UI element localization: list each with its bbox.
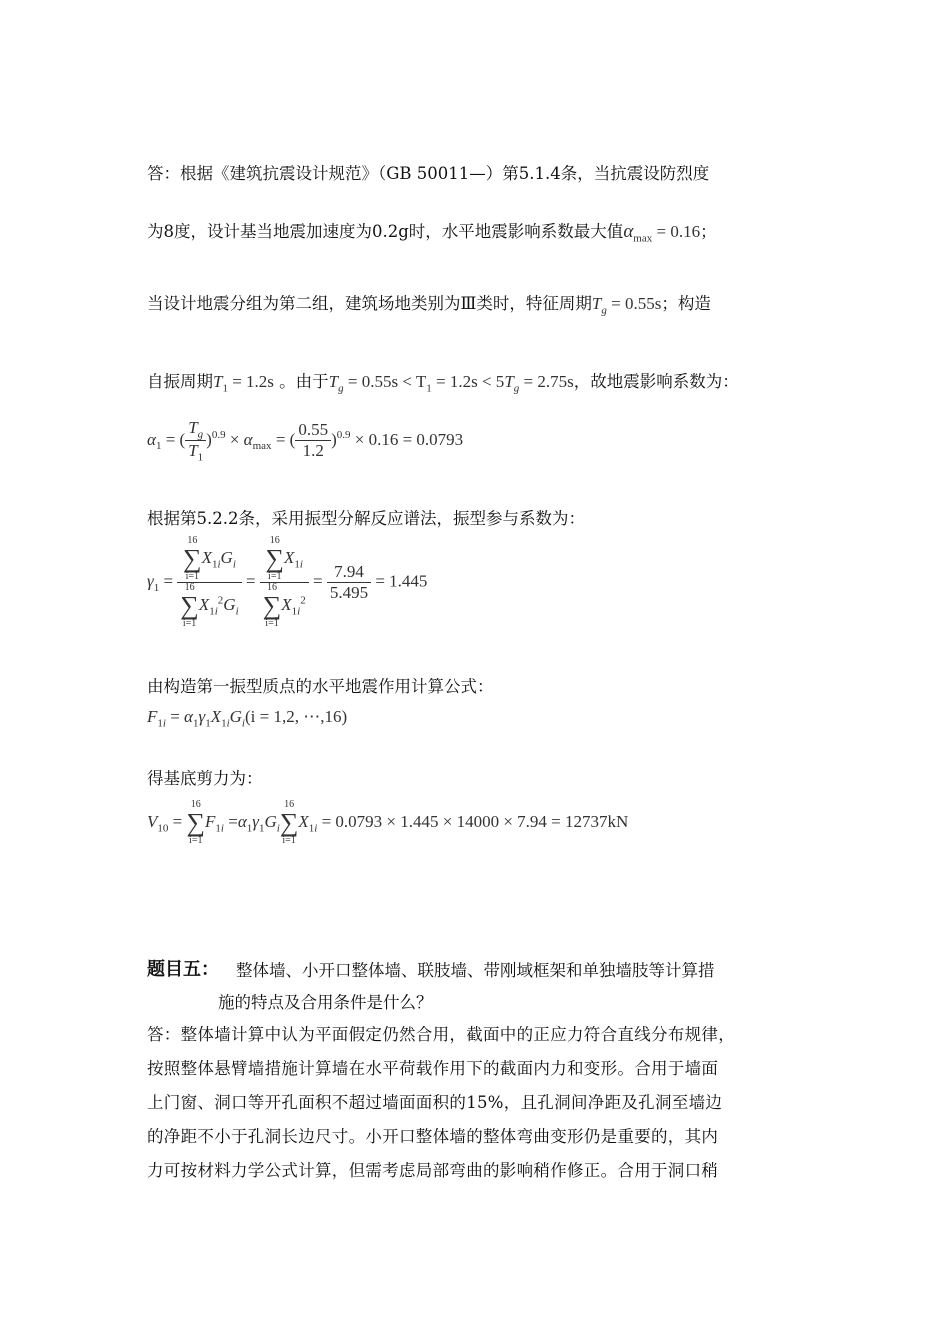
gamma-num: 7.94 bbox=[327, 562, 371, 583]
ineq-part1: = 0.55s < T bbox=[347, 372, 427, 391]
alpha-max-value: = 0.16 bbox=[656, 222, 701, 241]
question5-text-line1: 整体墙、小开口整体墙、联肢墙、带刚域框架和单独墙肢等计算措 bbox=[236, 961, 715, 980]
gamma-formula: $\gamma_1$ = 16 ∑ i=1 $X_{1i}G_i$ 16 ∑ i=1 $X_{1i}^2G_i$ = 16 ∑ i=1 $X_{1i}$ 16 ∑ i=1 $X_{1i}^2$ = $\frac{7.94}{5.495}$ = 1.445 bbox=[147, 535, 428, 629]
t1-formula: $T_1 = 1.2s$ bbox=[213, 372, 274, 395]
answer1-line7: 得基底剪力为： bbox=[147, 769, 263, 788]
gamma-den: 5.495 bbox=[329, 583, 369, 602]
gamma-value: = 1.445 bbox=[375, 571, 428, 591]
ineq-part2: = 1.2s < 5 bbox=[436, 372, 505, 391]
answer1-line2-end: ； bbox=[700, 222, 717, 241]
question5-text-line2: 施的特点及合用条件是什么？ bbox=[218, 993, 433, 1012]
force-formula-tail: (i = 1,2, ⋯,16) bbox=[244, 707, 348, 726]
answer1-line6: 由构造第一振型质点的水平地震作用计算公式： bbox=[147, 677, 494, 696]
shear-formula-tail: = 0.0793 × 1.445 × 14000 × 7.94 = 12737kN bbox=[321, 811, 629, 831]
question5-label: 题目五： bbox=[147, 959, 219, 980]
ineq-part3: = 2.75s bbox=[523, 372, 574, 391]
period-inequality: $T_g = 0.55s < T_1 = 1.2s < 5T_g = 2.75s$ bbox=[328, 372, 574, 395]
shear-formula: $V_{10}$ = 16 ∑ i=1 $F_{1i} =\alpha_1\gamma_1G_i$ 16 ∑ i=1 $X_{1i} = 0.0793 \times 1.445 \times 14000 \times 7.94 = 12737kN$ bbox=[147, 799, 629, 846]
answer1-line1: 答：根据《建筑抗震设计规范》（GB 50011—）第5.1.4条，当抗震设防烈度 bbox=[147, 164, 710, 183]
question5-heading bbox=[147, 955, 219, 981]
alpha-max-formula: $\alpha_{max} = 0.16$ bbox=[623, 221, 701, 245]
answer2-line: 力可按材料力学公式计算，但需考虑局部弯曲的影响稍作修正。合用于洞口稍 bbox=[147, 1161, 719, 1180]
answer1-line3-text: 当设计地震分组为第二组，建筑场地类别为Ⅲ类时，特征周期 bbox=[147, 294, 592, 313]
answer2-line: 答：整体墙计算中认为平面假定仍然合用，截面中的正应力符合直线分布规律， bbox=[147, 1025, 735, 1044]
answer1-line4-mid: 。由于 bbox=[279, 372, 329, 391]
tg-value: = 0.55s bbox=[611, 294, 662, 313]
force-formula: $F_{1i} = \alpha_1\gamma_1X_{1i}G_i(i = 1,2$, ⋯,16) bbox=[147, 707, 348, 730]
answer1-line4-end: ，故地震影响系数为： bbox=[573, 372, 739, 391]
answer2-line: 上门窗、洞口等开孔面积不超过墙面面积的15%，且孔洞间净距及孔洞至墙边 bbox=[147, 1093, 723, 1112]
alpha1-formula: $\alpha_1$ = ( $\frac{T_g}{T_1}$ )$^{0.9} \times \alpha_{max}$ = ( $\frac{0.55}{1.2}$ )$^{0.9}$ × 0.16 = 0.0793 bbox=[147, 418, 464, 464]
answer1-line2-text: 为8度，设计基当地震加速度为0.2g时，水平地震影响系数最大值 bbox=[147, 222, 624, 241]
alpha1-value: = 0.0793 bbox=[402, 429, 464, 449]
answer2-line: 按照整体悬臂墙措施计算墙在水平荷载作用下的截面内力和变形。合用于墙面 bbox=[147, 1059, 719, 1078]
answer1-line4-text: 自振周期 bbox=[147, 372, 213, 391]
answer2-line: 的净距不小于孔洞长边尺寸。小开口整体墙的整体弯曲变形仍是重要的，其内 bbox=[147, 1127, 719, 1146]
answer1-line3-end: ；构造 bbox=[661, 294, 711, 313]
answer1-line3 bbox=[147, 290, 711, 316]
answer1-line2 bbox=[147, 218, 717, 244]
t1-value: = 1.2s bbox=[232, 372, 274, 391]
answer1-line5: 根据第5.2.2条，采用振型分解反应谱法，振型参与系数为： bbox=[147, 509, 585, 528]
answer1-line4 bbox=[147, 368, 739, 394]
answer2-paragraph bbox=[147, 1018, 812, 1188]
tg-formula: $T_g = 0.55s$ bbox=[591, 294, 662, 317]
